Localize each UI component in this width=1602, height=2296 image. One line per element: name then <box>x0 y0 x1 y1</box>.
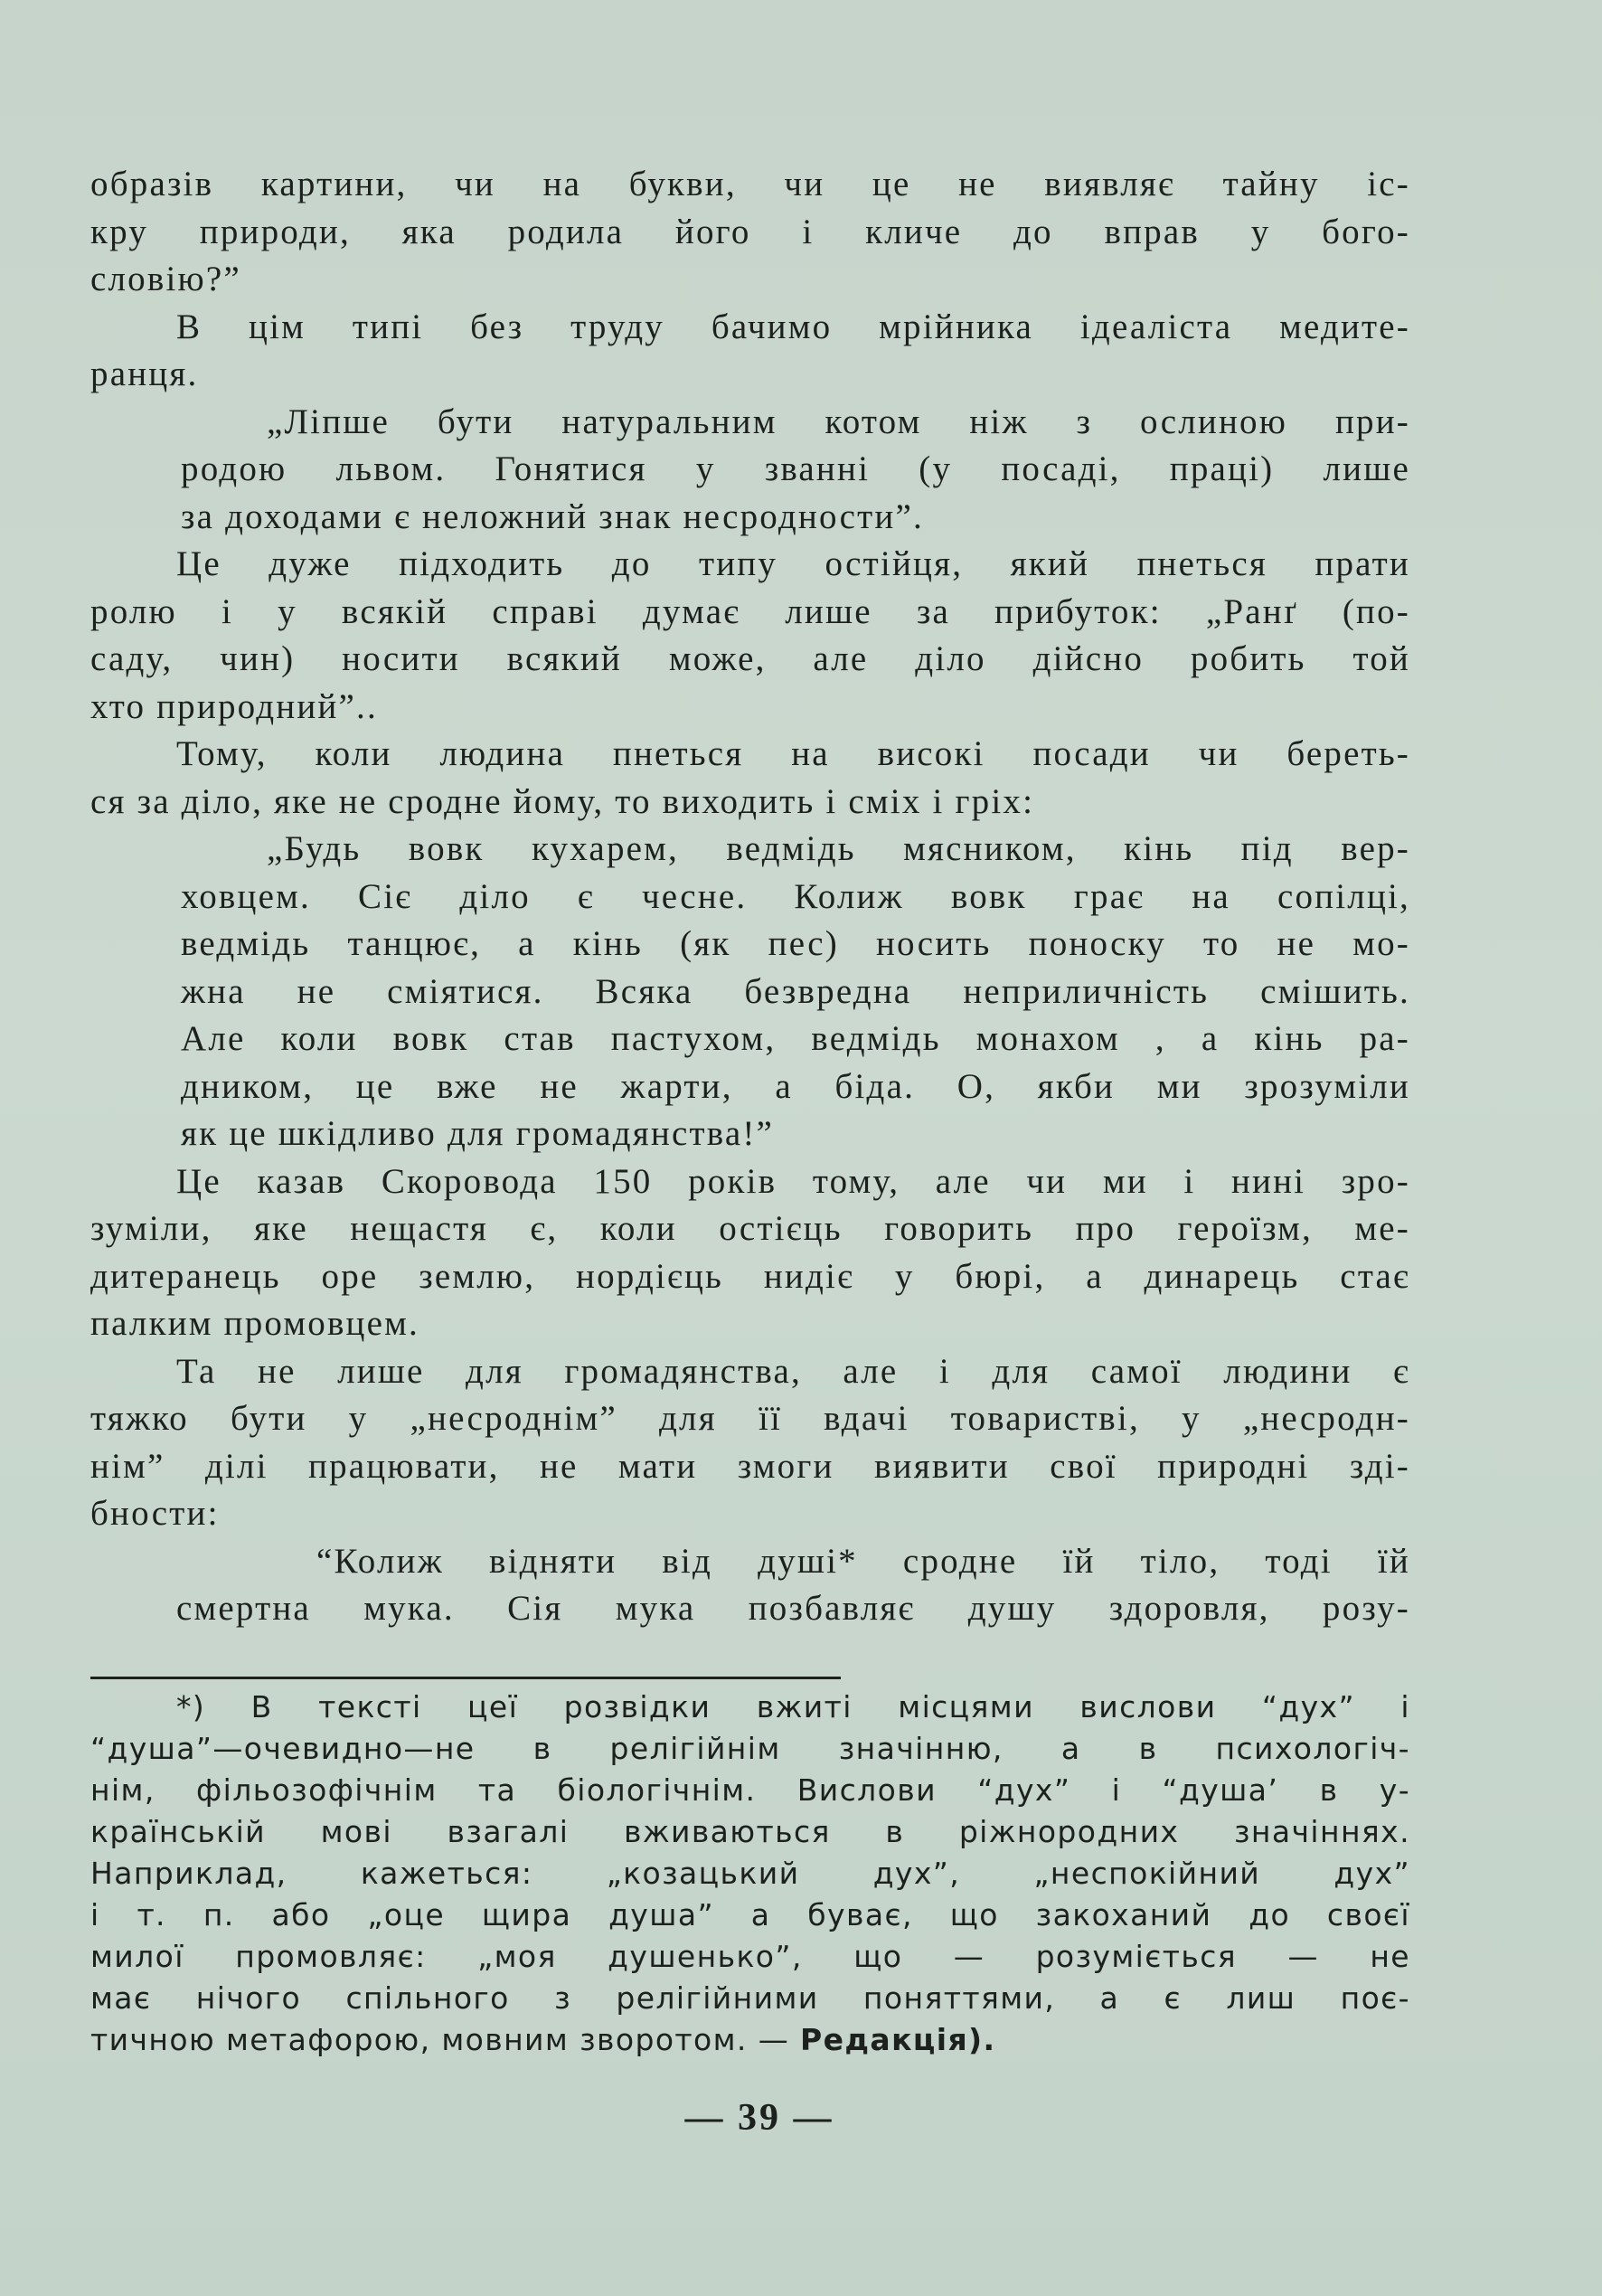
page-number: — 39 — <box>684 2097 834 2139</box>
text-line: Це дуже підходить до типу остійця, який пнеться прати <box>176 544 1410 583</box>
text-line: Тому, коли людина пнеться на високі посади чи береть- <box>176 734 1410 773</box>
footnote-line: нім, фільозофічнім та біологічнім. Вислови “дух” і “душа’ в у- <box>90 1772 1410 1808</box>
text-line: палким промовцем. <box>90 1304 419 1343</box>
text-line: тяжко бути у „несроднім” для її вдачі товаристві, у „несродн- <box>90 1399 1410 1438</box>
quote-line: жна не сміятися. Всяка безвредна неприличність смішить. <box>181 971 1410 1011</box>
text-line: нім” ділі працювати, не мати змоги виявити свої природні зді- <box>90 1446 1410 1486</box>
quote-line: за доходами є неложний знак несродности”. <box>181 496 924 536</box>
text-line: Це казав Скоровода 150 років тому, але чи ми і нині зро- <box>176 1161 1410 1201</box>
footnote-line-last <box>90 2019 1410 2061</box>
quote-line: „Ліпше бути натуральним котом ніж з ослиною при- <box>267 402 1410 441</box>
footnote <box>90 1687 1410 2061</box>
footnote-line: країнській мові взагалі вживаються в ріжнородних значіннях. <box>90 1814 1410 1849</box>
quote-line: ведмідь танцює, а кінь (як пес) носить поноску то не мо- <box>181 924 1410 963</box>
text-line: ранця. <box>90 354 199 393</box>
quote-line: дником, це вже не жарти, а біда. О, якби ми зрозуміли <box>181 1066 1410 1106</box>
footnote-line: “душа”—очевидно—не в релігійнім значінню, а в психологіч- <box>90 1731 1410 1766</box>
footnote-line: і т. п. або „оце щира душа” а буває, що закоханий до своєї <box>90 1897 1410 1932</box>
footnote-divider <box>90 1677 841 1679</box>
quote-line: як це шкідливо для громадянства!” <box>181 1114 775 1153</box>
footnote-line: милої промовляє: „моя душенько”, що — розуміється — не <box>90 1939 1410 1974</box>
text-line: зуміли, яке нещастя є, коли остієць говорить про героїзм, ме- <box>90 1209 1410 1248</box>
text-line: словію?” <box>90 260 241 298</box>
text-line: бности: <box>90 1494 220 1533</box>
footnote-line: має нічого спільного з релігійними поняттями, а є лиш поє- <box>90 1980 1410 2016</box>
quote-line: ховцем. Сіє діло є чесне. Колиж вовк грає на сопілці, <box>181 876 1410 916</box>
text-line: ролю і у всякій справі думає лише за прибуток: „Ранґ (по- <box>90 591 1410 631</box>
text-line: В цім типі без труду бачимо мрійника ідеаліста медите- <box>176 307 1410 346</box>
quote-line: Але коли вовк став пастухом, ведмідь монахом , а кінь ра- <box>181 1019 1410 1058</box>
text-line: дитеранець оре землю, нордієць нидіє у бюрі, а динарець стає <box>90 1256 1410 1296</box>
text-line: саду, чин) носити всякий може, але діло дійсно робить той <box>90 639 1410 678</box>
main-text <box>90 161 1410 1633</box>
text-line: хто природний”.. <box>90 686 378 726</box>
footnote-line: *) В тексті цеї розвідки вжиті місцями вислови “дух” і <box>176 1689 1410 1724</box>
quote-line: родою львом. Гонятися у званні (у посаді, праці) лише <box>181 449 1410 488</box>
footnote-signature: Редакція). <box>800 2022 996 2057</box>
footnote-line: Наприклад, кажеться: „козацький дух”, „неспокійний дух” <box>90 1856 1410 1891</box>
text-line: Та не лише для громадянства, але і для самої людини є <box>176 1351 1410 1391</box>
quote-line: “Колиж відняти від душі* сродне їй тіло, тоді їй <box>316 1541 1410 1581</box>
text-line: кру природи, яка родила його і кличе до вправ у бого- <box>90 212 1410 251</box>
text-line: образів картини, чи на букви, чи це не виявляє тайну іс- <box>90 165 1410 203</box>
text-line: ся за діло, яке не сродне йому, то виходить і сміх і гріх: <box>90 781 1035 821</box>
footnote-text: тичною метафорою, мовним зворотом. — <box>90 2022 790 2057</box>
quote-line: „Будь вовк кухарем, ведмідь мясником, кінь під вер- <box>267 829 1410 868</box>
text-line: смертна мука. Сія мука позбавляє душу здоровля, розу- <box>176 1589 1410 1628</box>
